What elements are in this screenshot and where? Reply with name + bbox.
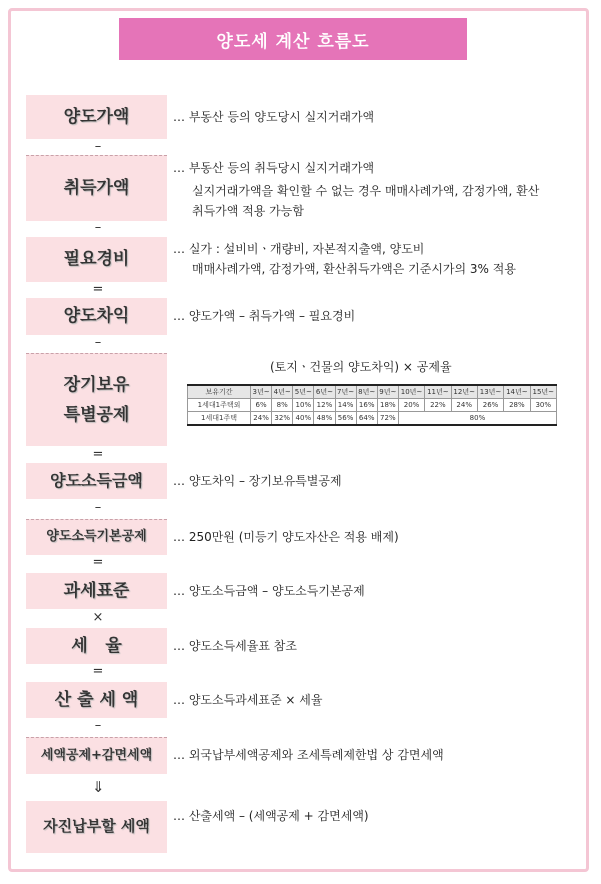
deduction-rate-table (187, 384, 557, 426)
operator: – (94, 335, 102, 350)
table-cell: 3년~ (251, 385, 272, 399)
box-label: 세 율 (71, 635, 122, 656)
operator: = (92, 447, 104, 462)
box-long-term-deduction (26, 353, 167, 446)
table-cell: 8% (272, 399, 293, 412)
table-cell: 14년~ (504, 385, 530, 399)
table-cell: 1세대1주택외 (188, 399, 251, 412)
box-credits-reductions (26, 737, 167, 774)
box-label: 세액공제+감면세액 (40, 747, 153, 763)
desc-acquisition-sub1: 실지거래가액을 확인할 수 없는 경우 매매사례가액, 감정가액, 환산 (192, 184, 540, 198)
box-label: 양도가액 (63, 106, 130, 127)
desc-capital-gain-income: … 양도차익 – 장기보유특별공제 (173, 474, 342, 488)
table-cell: 56% (335, 412, 356, 426)
box-label: 취득가액 (63, 178, 130, 199)
desc-capital-gain: … 양도가액 – 취득가액 – 필요경비 (173, 309, 356, 323)
operator: = (92, 282, 104, 297)
table-cell: 26% (477, 399, 503, 412)
table-cell: 6년~ (314, 385, 335, 399)
desc-tax-base: … 양도소득금액 – 양도소득기본공제 (173, 584, 365, 598)
table-cell: 4년~ (272, 385, 293, 399)
operator: – (94, 500, 102, 515)
table-cell: 30% (530, 399, 556, 412)
rate-table-row (188, 412, 557, 426)
table-cell: 12년~ (451, 385, 477, 399)
box-self-payment-tax (26, 801, 167, 853)
box-tax-rate (26, 628, 167, 664)
box-sale-price (26, 95, 167, 139)
rate-table-header (188, 385, 557, 399)
table-cell: 11년~ (425, 385, 451, 399)
desc-tax-rate: … 양도소득세율표 참조 (173, 639, 297, 653)
box-label: 양도차익 (63, 306, 130, 327)
table-cell: 7년~ (335, 385, 356, 399)
desc-necessary-expenses: … 실가 : 설비비ㆍ개량비, 자본적지출액, 양도비 (173, 242, 425, 256)
box-acquisition-price (26, 155, 167, 221)
table-cell: 72% (377, 412, 398, 426)
operator: = (92, 555, 104, 570)
operator: = (92, 664, 104, 679)
table-cell: 8년~ (356, 385, 377, 399)
desc-acquisition-price: … 부동산 등의 취득당시 실지거래가액 (173, 161, 375, 175)
table-cell: 64% (356, 412, 377, 426)
operator: × (92, 610, 104, 625)
operator: – (94, 718, 102, 733)
box-capital-gain (26, 298, 167, 335)
operator: – (94, 139, 102, 154)
table-cell: 10년~ (398, 385, 424, 399)
box-label: 양도소득금액 (50, 471, 143, 491)
deduction-formula: (토지ㆍ건물의 양도차익) × 공제율 (270, 360, 452, 374)
table-cell: 16% (356, 399, 377, 412)
table-cell: 80% (398, 412, 556, 426)
page-title: 양도세 계산 흐름도 (119, 18, 467, 60)
table-cell: 24% (251, 412, 272, 426)
desc-basic-deduction: … 250만원 (미등기 양도자산은 적용 배제) (173, 530, 399, 544)
table-cell: 18% (377, 399, 398, 412)
table-cell: 5년~ (293, 385, 314, 399)
box-label: 자진납부할 세액 (43, 817, 150, 836)
box-basic-deduction (26, 519, 167, 555)
table-cell: 보유기간 (188, 385, 251, 399)
box-label-line2: 특별공제 (63, 405, 130, 425)
table-cell: 13년~ (477, 385, 503, 399)
box-calculated-tax (26, 682, 167, 718)
box-tax-base (26, 573, 167, 609)
desc-calculated-tax: … 양도소득과세표준 × 세율 (173, 693, 323, 707)
box-label: 산 출 세 액 (54, 689, 139, 710)
arrow-down-icon: ⇓ (92, 778, 105, 796)
desc-credits-reductions: … 외국납부세액공제와 조세특례제한법 상 감면세액 (173, 748, 444, 762)
table-cell: 12% (314, 399, 335, 412)
table-cell: 6% (251, 399, 272, 412)
box-label: 필요경비 (63, 249, 130, 270)
table-cell: 40% (293, 412, 314, 426)
table-cell: 1세대1주택 (188, 412, 251, 426)
table-cell: 20% (398, 399, 424, 412)
desc-necessary-sub1: 매매사례가액, 감정가액, 환산취득가액은 기준시가의 3% 적용 (192, 262, 516, 276)
table-cell: 9년~ (377, 385, 398, 399)
desc-acquisition-sub2: 취득가액 적용 가능함 (192, 204, 304, 218)
table-cell: 28% (504, 399, 530, 412)
table-cell: 10% (293, 399, 314, 412)
table-cell: 48% (314, 412, 335, 426)
box-capital-gain-income (26, 463, 167, 499)
desc-sale-price: … 부동산 등의 양도당시 실지거래가액 (173, 110, 375, 124)
table-cell: 15년~ (530, 385, 556, 399)
box-label: 과세표준 (63, 580, 130, 601)
table-cell: 24% (451, 399, 477, 412)
desc-self-payment-tax: … 산출세액 – (세액공제 + 감면세액) (173, 809, 369, 823)
rate-table-row (188, 399, 557, 412)
operator: – (94, 220, 102, 235)
box-necessary-expenses (26, 237, 167, 282)
box-label: 양도소득기본공제 (46, 529, 147, 545)
box-label-line1: 장기보유 (63, 375, 130, 395)
table-cell: 32% (272, 412, 293, 426)
table-cell: 14% (335, 399, 356, 412)
table-cell: 22% (425, 399, 451, 412)
